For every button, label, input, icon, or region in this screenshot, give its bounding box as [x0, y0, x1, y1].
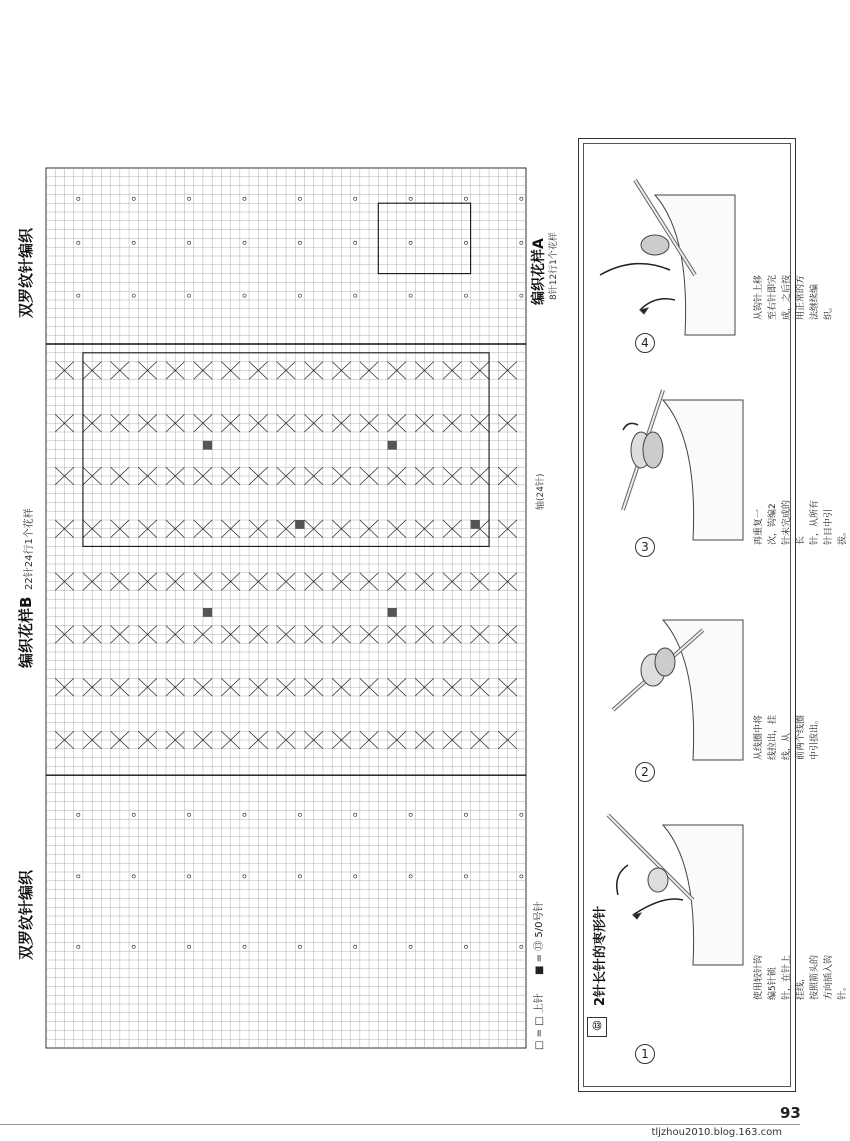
loop-mark — [464, 294, 467, 297]
loop-mark — [298, 813, 301, 816]
loop-mark — [520, 875, 523, 878]
step-number: 3 — [635, 537, 655, 557]
step-number: 2 — [635, 762, 655, 782]
loop-mark — [132, 294, 135, 297]
loop-mark — [354, 294, 357, 297]
loop-mark — [187, 241, 190, 244]
loop-mark — [298, 294, 301, 297]
loop-mark — [409, 945, 412, 948]
bobble-square — [388, 441, 397, 450]
loop-mark — [77, 875, 80, 878]
loop-mark — [464, 197, 467, 200]
row-span-label: 轴(24针) — [536, 473, 546, 510]
loop-mark — [243, 241, 246, 244]
knitting-chart — [38, 160, 532, 1050]
loop-mark — [464, 945, 467, 948]
pattern-a-repeat: 8针12行1个花样 — [549, 232, 559, 300]
title-left-rib: 双罗纹针编织 — [17, 869, 35, 960]
loop-mark — [132, 197, 135, 200]
loop-mark — [354, 813, 357, 816]
loop-mark — [464, 875, 467, 878]
loop-mark — [243, 197, 246, 200]
step-number: 1 — [635, 1044, 655, 1064]
bobble-symbol-icon: ⑬ — [587, 1017, 607, 1037]
loop-mark — [243, 945, 246, 948]
step2-text: 从线圈中将线拉出，挂线，从 前两个线圈中引拔出。 — [754, 714, 820, 760]
step4-illustration — [595, 175, 745, 350]
loop-mark — [132, 813, 135, 816]
loop-mark — [520, 294, 523, 297]
bobble-square — [388, 608, 397, 617]
loop-mark — [354, 875, 357, 878]
bobble-square — [295, 520, 304, 529]
step2-illustration — [603, 600, 753, 770]
loop-mark — [298, 945, 301, 948]
loop-mark — [187, 875, 190, 878]
loop-mark — [77, 241, 80, 244]
title-right-rib: 双罗纹针编织 — [17, 227, 35, 318]
footer-divider — [0, 1124, 800, 1125]
loop-mark — [520, 241, 523, 244]
loop-mark — [409, 294, 412, 297]
loop-mark — [354, 945, 357, 948]
loop-mark — [77, 813, 80, 816]
bobble-square — [203, 441, 212, 450]
loop-mark — [464, 241, 467, 244]
loop-mark — [132, 875, 135, 878]
step1-illustration — [603, 805, 753, 975]
loop-mark — [520, 197, 523, 200]
loop-mark — [187, 813, 190, 816]
chart-grid — [38, 160, 532, 1050]
legend-bobble: ■ = ⑬ 5/0号针 — [534, 901, 545, 975]
loop-mark — [464, 813, 467, 816]
loop-mark — [77, 197, 80, 200]
loop-mark — [243, 813, 246, 816]
tutorial-title: 2针长针的枣形针 — [593, 905, 608, 1006]
title-pattern-a: 编织花样A — [531, 238, 547, 305]
loop-mark — [187, 197, 190, 200]
loop-mark — [409, 813, 412, 816]
loop-mark — [298, 197, 301, 200]
loop-mark — [243, 875, 246, 878]
step3-illustration — [603, 380, 753, 550]
loop-mark — [132, 945, 135, 948]
loop-mark — [354, 241, 357, 244]
loop-mark — [77, 945, 80, 948]
step-number: 4 — [635, 333, 655, 353]
footer-url: tljzhou2010.blog.163.com — [651, 1127, 782, 1138]
page-number: 93 — [780, 1104, 801, 1122]
loop-mark — [187, 294, 190, 297]
loop-mark — [77, 294, 80, 297]
loop-mark — [243, 294, 246, 297]
loop-mark — [409, 875, 412, 878]
bobble-square — [471, 520, 480, 529]
loop-mark — [520, 945, 523, 948]
loop-mark — [298, 875, 301, 878]
bobble-square — [203, 608, 212, 617]
loop-mark — [187, 945, 190, 948]
loop-mark — [409, 197, 412, 200]
loop-mark — [520, 813, 523, 816]
loop-mark — [132, 241, 135, 244]
step4-text: 从钩针上移至右针即完成，之后按 用正常的方法继续编织。 — [754, 274, 834, 320]
legend-purl: □ = □ 上针 — [534, 993, 545, 1050]
loop-mark — [409, 241, 412, 244]
loop-mark — [354, 197, 357, 200]
pattern-b-repeat: 22针24行1个花样 — [24, 508, 35, 590]
step3-text: 再重复一次，钩编2针未完成的长 针，从所有针目中引拔。 — [754, 499, 848, 545]
loop-mark — [298, 241, 301, 244]
step1-text: 使用较针钩编5针锁针，在针上挂线， 按照箭头的方向插入钩针。 — [754, 954, 848, 1000]
title-pattern-b: 编织花样B — [17, 596, 35, 668]
